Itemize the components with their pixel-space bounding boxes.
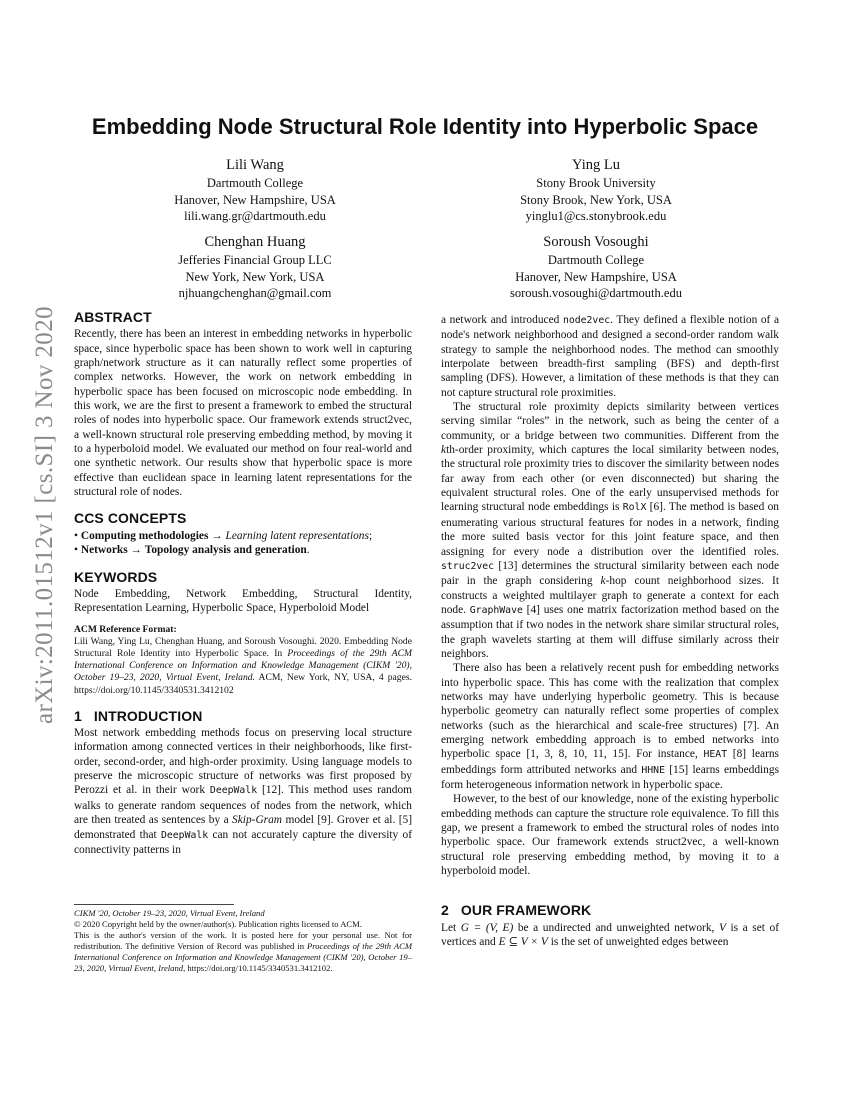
copyright-footnote: CIKM '20, October 19–23, 2020, Virtual Event, Ireland © 2020 Copyright held by the owner/author(s). Publication rights licensed to ACM. This is the author's version of the work. It is posted here for your personal use. Not for redistribution. The definitive Version of Record was published in Proceedings of the 29th ACM International Conference on Information and Knowledge Management (CIKM '20), October 19–23, 2020, Virtual Event, Ireland, https://doi.org/10.1145/3340531.3412102. [74, 908, 412, 973]
acm-ref-heading: ACM Reference Format: [74, 623, 177, 635]
author-location: New York, New York, USA [185, 269, 325, 284]
author-email: lili.wang.gr@dartmouth.edu [184, 209, 326, 223]
abstract-heading: ABSTRACT [74, 309, 152, 325]
author-email: yinglu1@cs.stonybrook.edu [525, 209, 667, 223]
framework-paragraph: Let G = (V, E) be a undirected and unweighted network, V is a set of vertices and E ⊆ V × V is the set of unweighted edges between [441, 921, 779, 949]
author-name: Chenghan Huang [204, 234, 306, 250]
ccs-item: • Networks → Topology analysis and generation. [74, 544, 310, 557]
author-name: Ying Lu [572, 157, 620, 173]
paragraph: The structural role proximity depicts similarity between vertices serving similar “roles” in the network, such as being the center of a community, or a bridge between two communities. Different from the kth-order proximity, which captures the local similarity between nodes, the structural role proximity tries to discover the similarity between nodes far away from each other (or even disconnected) but sharing the equivalent structural roles. One of the early unsupervised methods for learning structural node embeddings is RolX [6]. The method is based on enumerating various structural features for nodes in a network, finding the more suited basis vector for this joint feature space, and then assigning for every node a distribution over the identified roles. struc2vec [13] determines the structural similarity between each node pair in the graph considering k-hop count neighborhood sizes. It constructs a weighted multilayer graph to generate a context for each node. GraphWave [4] uses one matrix factorization method based on the assumption that if two nodes in the network share similar structural roles, the graph wavelets starting at them will diffuse similarly across their neighbors. [441, 401, 780, 660]
paragraph: a network and introduced node2vec. They defined a flexible notion of a node's network neighborhood and designed a second-order random walk strategy to sample the neighborhood nodes. The method can smoothly interpolate between breadth-first sampling (BFS) and depth-first sampling (DFS). However, a limitation of these methods is that they can not capture structural role proximities. [441, 314, 779, 399]
author-name: Soroush Vosoughi [543, 234, 649, 250]
framework-heading: 2 OUR FRAMEWORK [441, 902, 592, 919]
intro-paragraph: Most network embedding methods focus on preserving local structure information among connected vertices in their neighborhoods, like first-order, second-order, and high-order proximity. Using language models to preserve the microscopic structure of networks was first proposed by Perozzi et al. in their work DeepWalk [12]. This method uses random walks to generate random sequences of nodes from the network, which are then treated as sentences by a Skip-Gram model [9]. Grover et al. [5] demonstrated that DeepWalk can not accurately capture the diversity of connectivity patterns in [74, 727, 413, 856]
author-block [105, 233, 405, 302]
left-column [74, 310, 412, 857]
acm-reference: Lili Wang, Ying Lu, Chenghan Huang, and Soroush Vosoughi. 2020. Embedding Node Structural Role Identity into Hyperbolic Space. In Proceedings of the 29th ACM International Conference on Information and Knowledge Management (CIKM '20), October 19–23, 2020, Virtual Event, Ireland. ACM, New York, NY, USA, 4 pages. https://doi.org/10.1145/3340531.3412102 [74, 635, 412, 696]
author-location: Hanover, New Hampshire, USA [515, 269, 677, 284]
author-email: soroush.vosoughi@dartmouth.edu [510, 286, 682, 300]
paragraph: There also has been a relatively recent push for embedding networks into hyperbolic space. This has come with the realization that complex networks may have underlying hyperbolic geometry. This is because hyperbolic geometry can naturally reflect some properties of complex networks (such as the hierarchical and scale-free structures) [7]. An emerging network embedding approach is to embed networks into hyperbolic space [1, 3, 8, 10, 11, 15]. For instance, HEAT [8] learns embeddings form attributed networks and HHNE [15] learns embeddings form heterogeneous information network in hyperbolic space. [441, 662, 780, 791]
intro-heading: 1 INTRODUCTION [74, 707, 203, 724]
author-block [105, 156, 405, 225]
author-location: Hanover, New Hampshire, USA [174, 192, 336, 207]
paragraph: However, to the best of our knowledge, none of the existing hyperbolic embedding methods can capture the structure role equivalence. To fill this gap, we present a framework to embed the structural roles of nodes into hyperbolic space. Our framework extends struct2vec, a well-known structural role preserving embedding method, by moving it to a hyperboloid model. [441, 793, 779, 878]
author-name: Lili Wang [226, 157, 284, 173]
author-affiliation: Dartmouth College [547, 253, 645, 267]
arxiv-identifier: arXiv:2011.01512v1 [cs.SI] 3 Nov 2020 [31, 306, 58, 724]
author-affiliation: Jefferies Financial Group LLC [178, 253, 332, 267]
author-location: Stony Brook, New York, USA [520, 192, 672, 207]
author-email: njhuangchenghan@gmail.com [178, 286, 332, 300]
author-block [446, 156, 746, 225]
keywords-heading: KEYWORDS [74, 568, 158, 585]
footnote-rule [74, 904, 234, 905]
author-affiliation: Stony Brook University [536, 176, 656, 190]
author-block [446, 233, 746, 302]
author-affiliation: Dartmouth College [206, 176, 304, 190]
paper-title: Embedding Node Structural Role Identity into Hyperbolic Space [91, 114, 759, 139]
ccs-heading: CCS CONCEPTS [74, 510, 187, 527]
ccs-item: • Computing methodologies → Learning latent representations; [74, 529, 373, 542]
abstract-text: Recently, there has been an interest in embedding networks in hyperbolic space, since hyperbolic space has been shown to work well in capturing graph/network structure as it can naturally reflect some properties of complex networks. However, the work on network embedding in hyperbolic space has been focused on microscopic node embedding. In this work, we are the first to present a framework to embed the structural roles of nodes into hyperbolic space. Our framework extends struct2vec, a well-known structural role preserving embedding method, by moving it to a hyperboloid model. We evaluated our method on four real-world and one synthetic network. Our results show that hyperbolic space is more effective than euclidean space in learning latent representations for the structural role of nodes. [74, 328, 412, 499]
right-column [441, 313, 779, 949]
keywords-text: Node Embedding, Network Embedding, Structural Identity, Representation Learning, Hyperbolic Space, Hyperboloid Model [74, 587, 412, 615]
